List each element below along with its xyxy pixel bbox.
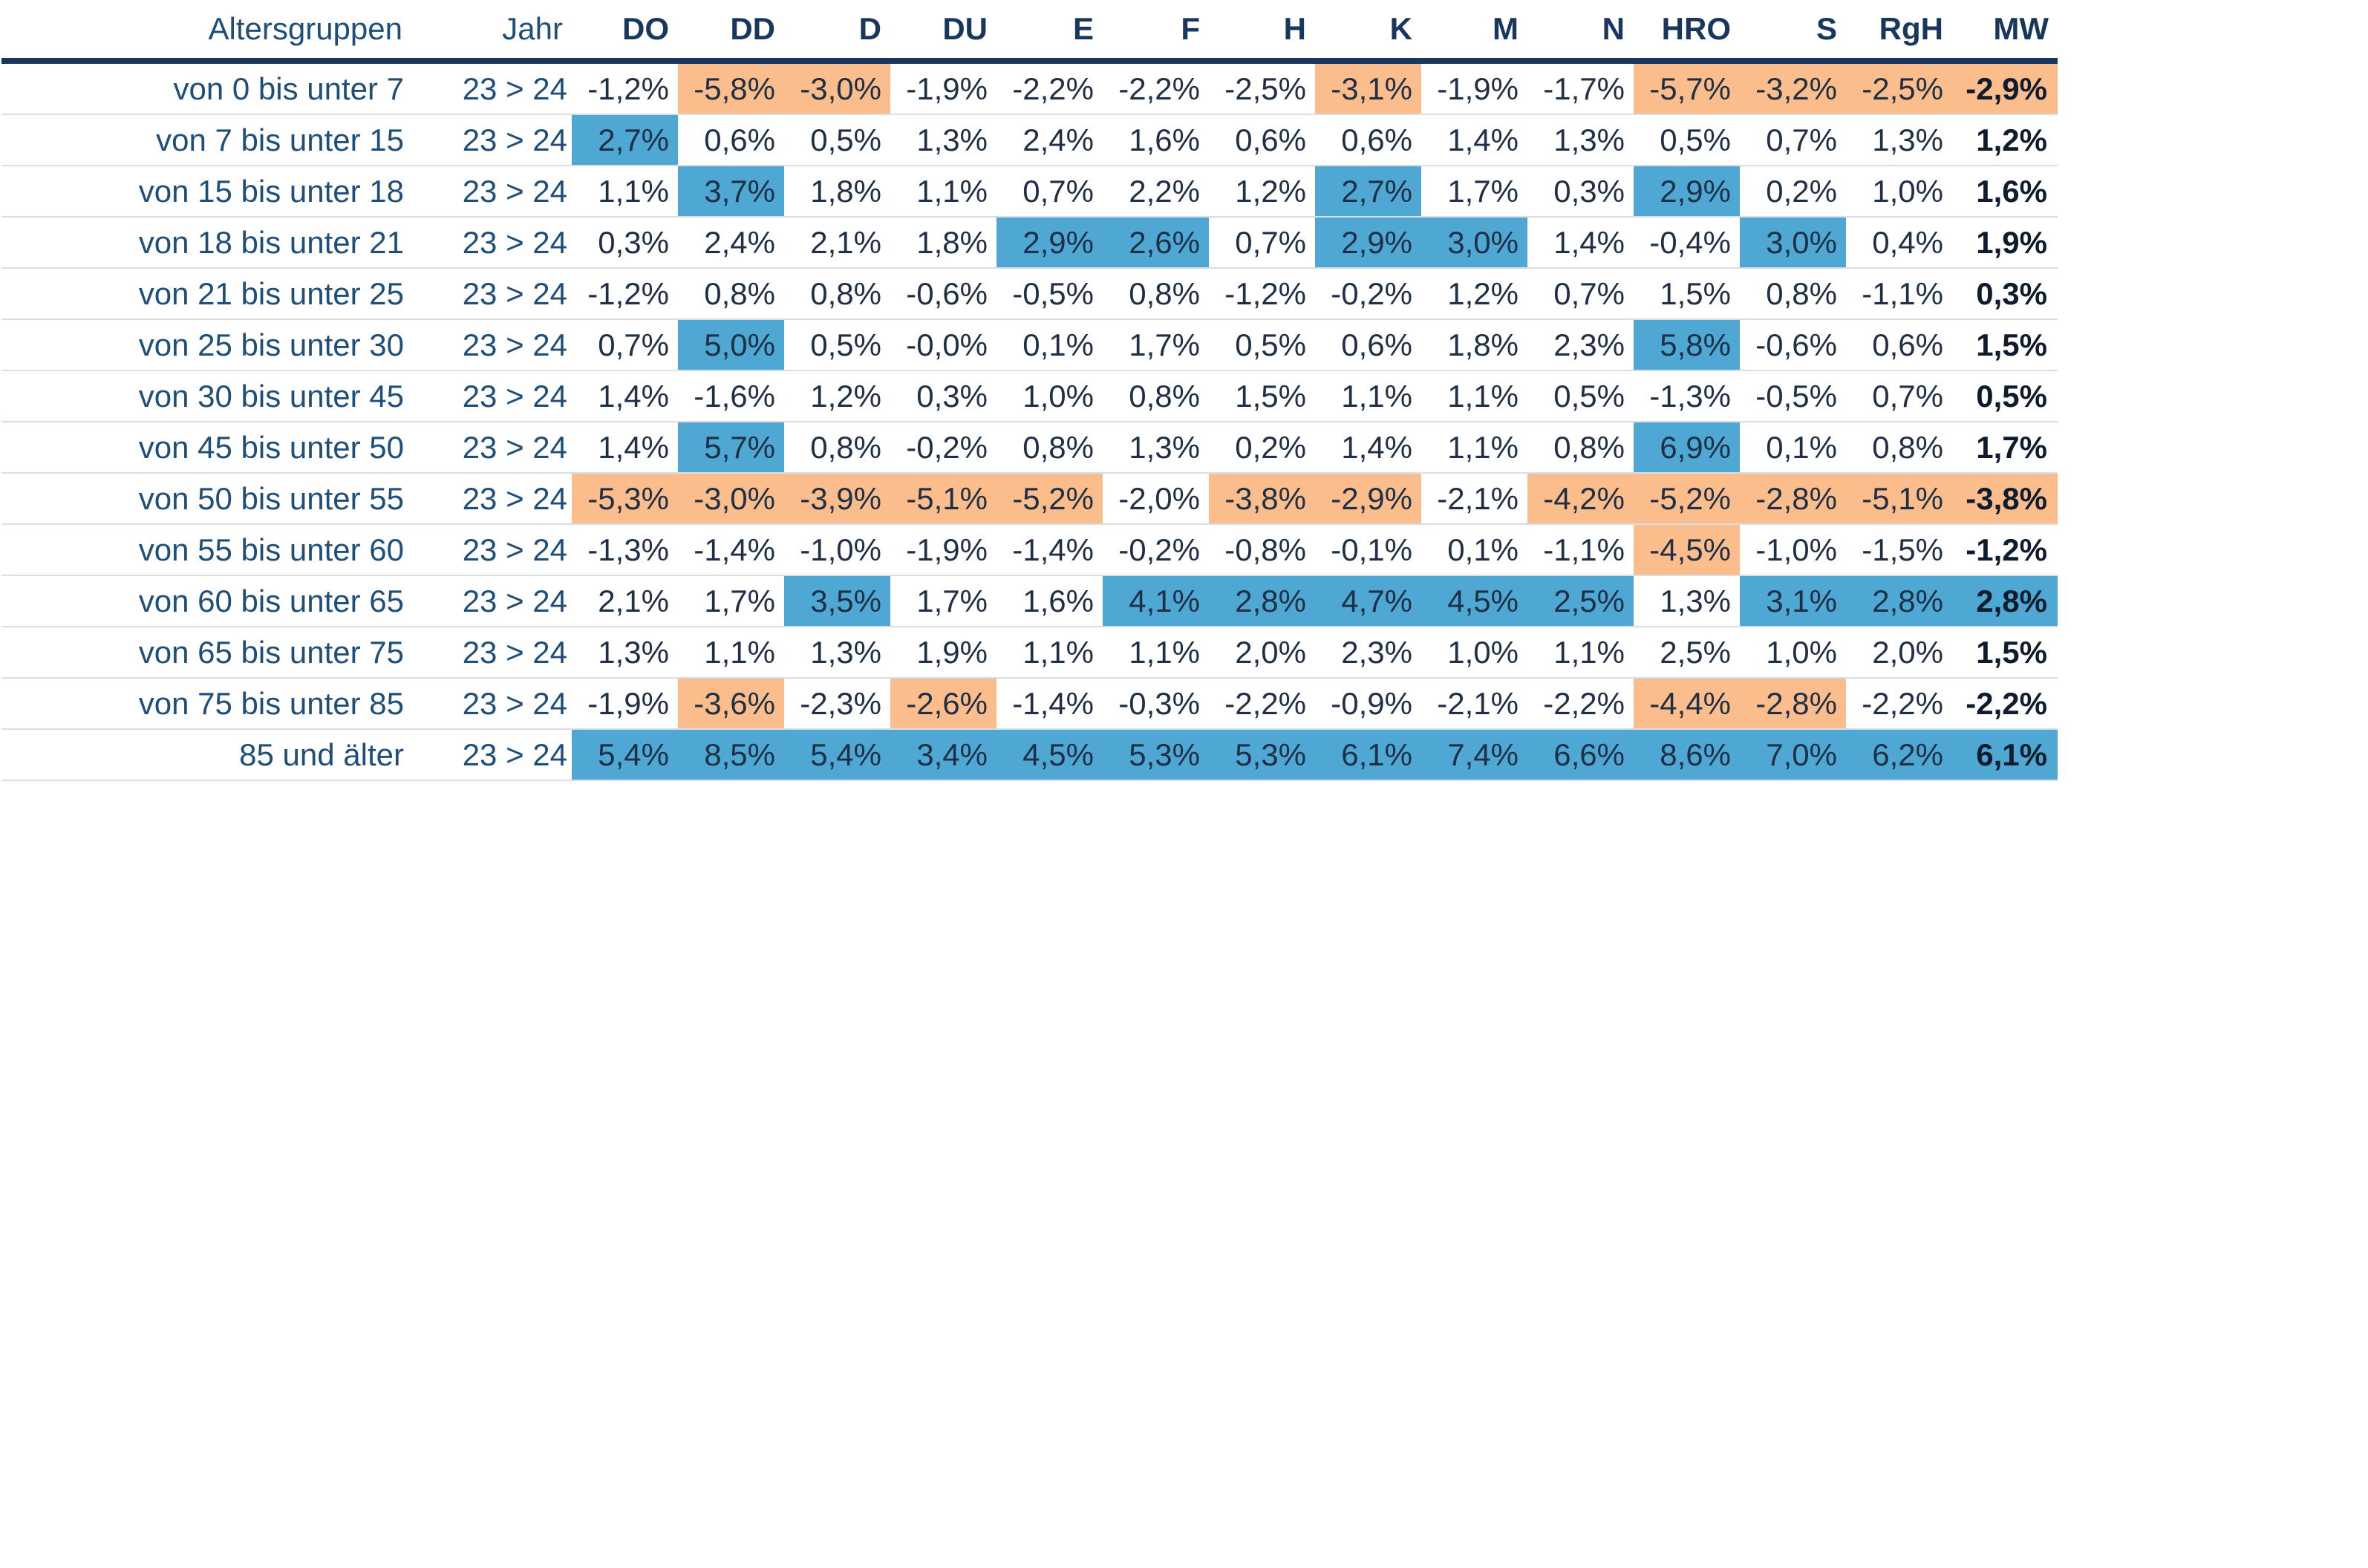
value-cell: -1,9%	[890, 61, 997, 114]
value-cell: 0,3%	[1527, 166, 1634, 217]
value-cell: 3,0%	[1740, 217, 1846, 268]
value-cell: 1,9%	[890, 627, 997, 678]
table-row	[1, 217, 2058, 268]
value-cell: -0,0%	[890, 319, 997, 370]
value-cell: 1,8%	[1421, 319, 1527, 370]
value-cell: 0,7%	[1846, 370, 1952, 422]
value-cell: 8,5%	[678, 729, 784, 780]
value-cell: -5,1%	[1846, 473, 1952, 524]
value-cell: 0,1%	[1740, 422, 1846, 473]
table-row	[1, 268, 2058, 319]
value-cell: 0,5%	[1634, 114, 1740, 166]
value-cell: 3,7%	[678, 166, 784, 217]
value-cell: -0,3%	[1103, 678, 1209, 729]
value-cell: 0,5%	[784, 319, 890, 370]
value-cell: -4,4%	[1634, 678, 1740, 729]
year-label: 23 > 24	[411, 268, 572, 319]
value-cell: -2,5%	[1846, 61, 1952, 114]
value-cell: -1,9%	[1421, 61, 1527, 114]
mean-value-cell: 1,6%	[1952, 166, 2058, 217]
value-cell: -1,7%	[1527, 61, 1634, 114]
value-cell: -1,3%	[572, 524, 678, 575]
value-cell: 0,7%	[1740, 114, 1846, 166]
column-header: S	[1740, 0, 1846, 61]
value-cell: 2,2%	[1103, 166, 1209, 217]
value-cell: 6,1%	[1315, 729, 1421, 780]
value-cell: 1,1%	[1421, 370, 1527, 422]
year-label: 23 > 24	[411, 217, 572, 268]
column-header: K	[1315, 0, 1421, 61]
value-cell: 1,4%	[1421, 114, 1527, 166]
value-cell: 2,6%	[1103, 217, 1209, 268]
mean-value-cell: 0,5%	[1952, 370, 2058, 422]
year-label: 23 > 24	[411, 166, 572, 217]
value-cell: -2,5%	[1209, 61, 1315, 114]
value-cell: 1,3%	[572, 627, 678, 678]
value-cell: -1,5%	[1846, 524, 1952, 575]
table-row	[1, 61, 2058, 114]
value-cell: 0,8%	[784, 268, 890, 319]
value-cell: 0,5%	[1527, 370, 1634, 422]
value-cell: 6,6%	[1527, 729, 1634, 780]
value-cell: 7,0%	[1740, 729, 1846, 780]
header-altersgruppen: Altersgruppen	[1, 0, 411, 61]
value-cell: 1,4%	[572, 370, 678, 422]
value-cell: 0,8%	[1103, 268, 1209, 319]
value-cell: 0,1%	[997, 319, 1103, 370]
value-cell: -1,2%	[1209, 268, 1315, 319]
mean-value-cell: -1,2%	[1952, 524, 2058, 575]
value-cell: -0,6%	[890, 268, 997, 319]
value-cell: -3,2%	[1740, 61, 1846, 114]
value-cell: -3,0%	[784, 61, 890, 114]
value-cell: 0,8%	[1103, 370, 1209, 422]
value-cell: 1,8%	[890, 217, 997, 268]
header-jahr: Jahr	[411, 0, 572, 61]
year-label: 23 > 24	[411, 524, 572, 575]
year-label: 23 > 24	[411, 729, 572, 780]
value-cell: 0,6%	[1846, 319, 1952, 370]
value-cell: 0,6%	[1209, 114, 1315, 166]
column-header: D	[784, 0, 890, 61]
value-cell: -0,2%	[1315, 268, 1421, 319]
value-cell: 0,8%	[678, 268, 784, 319]
age-group-label: von 50 bis unter 55	[1, 473, 411, 524]
value-cell: 5,8%	[1634, 319, 1740, 370]
value-cell: 0,3%	[572, 217, 678, 268]
value-cell: 6,2%	[1846, 729, 1952, 780]
value-cell: 2,8%	[1209, 575, 1315, 627]
value-cell: -0,2%	[1103, 524, 1209, 575]
mean-value-cell: 2,8%	[1952, 575, 2058, 627]
value-cell: 0,6%	[1315, 114, 1421, 166]
value-cell: 2,8%	[1846, 575, 1952, 627]
age-group-label: von 75 bis unter 85	[1, 678, 411, 729]
value-cell: -2,8%	[1740, 473, 1846, 524]
value-cell: 1,7%	[1103, 319, 1209, 370]
value-cell: -1,4%	[997, 524, 1103, 575]
value-cell: -5,7%	[1634, 61, 1740, 114]
value-cell: 0,1%	[1421, 524, 1527, 575]
value-cell: 1,1%	[1421, 422, 1527, 473]
column-header: HRO	[1634, 0, 1740, 61]
value-cell: -0,5%	[997, 268, 1103, 319]
year-label: 23 > 24	[411, 319, 572, 370]
value-cell: -0,9%	[1315, 678, 1421, 729]
value-cell: 1,1%	[1315, 370, 1421, 422]
value-cell: -0,1%	[1315, 524, 1421, 575]
table-row	[1, 114, 2058, 166]
value-cell: 2,9%	[997, 217, 1103, 268]
value-cell: 2,4%	[997, 114, 1103, 166]
table-row	[1, 319, 2058, 370]
value-cell: -1,2%	[572, 61, 678, 114]
table-row	[1, 575, 2058, 627]
value-cell: 0,2%	[1740, 166, 1846, 217]
value-cell: 1,8%	[784, 166, 890, 217]
age-group-label: von 0 bis unter 7	[1, 61, 411, 114]
value-cell: 1,3%	[890, 114, 997, 166]
value-cell: 2,1%	[572, 575, 678, 627]
value-cell: 0,6%	[678, 114, 784, 166]
value-cell: 5,4%	[784, 729, 890, 780]
value-cell: -4,2%	[1527, 473, 1634, 524]
value-cell: 6,9%	[1634, 422, 1740, 473]
value-cell: 4,1%	[1103, 575, 1209, 627]
value-cell: 1,1%	[890, 166, 997, 217]
value-cell: 2,7%	[572, 114, 678, 166]
value-cell: 2,0%	[1209, 627, 1315, 678]
value-cell: 1,2%	[1421, 268, 1527, 319]
mean-value-cell: -2,9%	[1952, 61, 2058, 114]
value-cell: -0,8%	[1209, 524, 1315, 575]
year-label: 23 > 24	[411, 370, 572, 422]
value-cell: -2,1%	[1421, 473, 1527, 524]
column-header: DD	[678, 0, 784, 61]
value-cell: 4,5%	[997, 729, 1103, 780]
value-cell: 0,8%	[784, 422, 890, 473]
table-row	[1, 422, 2058, 473]
value-cell: -0,6%	[1740, 319, 1846, 370]
age-group-label: von 60 bis unter 65	[1, 575, 411, 627]
value-cell: 2,4%	[678, 217, 784, 268]
value-cell: -1,4%	[997, 678, 1103, 729]
value-cell: -1,2%	[572, 268, 678, 319]
year-label: 23 > 24	[411, 114, 572, 166]
value-cell: 1,3%	[1527, 114, 1634, 166]
table-body	[1, 61, 2058, 780]
heatmap-table	[1, 0, 2058, 781]
value-cell: -4,5%	[1634, 524, 1740, 575]
value-cell: 5,3%	[1103, 729, 1209, 780]
column-header: DU	[890, 0, 997, 61]
mean-value-cell: 0,3%	[1952, 268, 2058, 319]
value-cell: -5,2%	[997, 473, 1103, 524]
year-label: 23 > 24	[411, 473, 572, 524]
value-cell: 3,1%	[1740, 575, 1846, 627]
value-cell: 0,8%	[1527, 422, 1634, 473]
value-cell: 5,3%	[1209, 729, 1315, 780]
year-label: 23 > 24	[411, 61, 572, 114]
column-header: E	[997, 0, 1103, 61]
value-cell: -3,9%	[784, 473, 890, 524]
value-cell: 5,7%	[678, 422, 784, 473]
value-cell: 1,2%	[1209, 166, 1315, 217]
value-cell: 0,3%	[890, 370, 997, 422]
value-cell: -2,2%	[1209, 678, 1315, 729]
value-cell: 1,6%	[1103, 114, 1209, 166]
value-cell: 0,4%	[1846, 217, 1952, 268]
value-cell: 1,5%	[1634, 268, 1740, 319]
value-cell: 4,5%	[1421, 575, 1527, 627]
value-cell: 1,5%	[1209, 370, 1315, 422]
age-group-label: von 55 bis unter 60	[1, 524, 411, 575]
age-group-label: von 45 bis unter 50	[1, 422, 411, 473]
column-header: DO	[572, 0, 678, 61]
value-cell: -5,3%	[572, 473, 678, 524]
column-header: H	[1209, 0, 1315, 61]
table-row	[1, 524, 2058, 575]
value-cell: -2,9%	[1315, 473, 1421, 524]
value-cell: -3,0%	[678, 473, 784, 524]
column-header: RgH	[1846, 0, 1952, 61]
value-cell: 2,7%	[1315, 166, 1421, 217]
value-cell: 1,6%	[997, 575, 1103, 627]
value-cell: 3,4%	[890, 729, 997, 780]
value-cell: 0,5%	[784, 114, 890, 166]
value-cell: 1,3%	[1634, 575, 1740, 627]
value-cell: -3,8%	[1209, 473, 1315, 524]
age-group-label: 85 und älter	[1, 729, 411, 780]
value-cell: -0,5%	[1740, 370, 1846, 422]
value-cell: 1,0%	[1846, 166, 1952, 217]
table-row	[1, 370, 2058, 422]
value-cell: 0,7%	[1527, 268, 1634, 319]
mean-value-cell: -3,8%	[1952, 473, 2058, 524]
mean-value-cell: 1,5%	[1952, 627, 2058, 678]
year-label: 23 > 24	[411, 627, 572, 678]
value-cell: 2,0%	[1846, 627, 1952, 678]
value-cell: -5,1%	[890, 473, 997, 524]
mean-value-cell: 1,7%	[1952, 422, 2058, 473]
value-cell: 1,1%	[1103, 627, 1209, 678]
year-label: 23 > 24	[411, 575, 572, 627]
value-cell: -1,3%	[1634, 370, 1740, 422]
value-cell: -1,4%	[678, 524, 784, 575]
value-cell: 1,0%	[1740, 627, 1846, 678]
value-cell: -1,9%	[572, 678, 678, 729]
value-cell: 7,4%	[1421, 729, 1527, 780]
age-group-label: von 15 bis unter 18	[1, 166, 411, 217]
mean-value-cell: 6,1%	[1952, 729, 2058, 780]
value-cell: 1,4%	[572, 422, 678, 473]
value-cell: 2,5%	[1634, 627, 1740, 678]
value-cell: 3,5%	[784, 575, 890, 627]
value-cell: 2,1%	[784, 217, 890, 268]
value-cell: -1,9%	[890, 524, 997, 575]
value-cell: 5,4%	[572, 729, 678, 780]
value-cell: 3,0%	[1421, 217, 1527, 268]
value-cell: 4,7%	[1315, 575, 1421, 627]
value-cell: 1,4%	[1527, 217, 1634, 268]
value-cell: 1,2%	[784, 370, 890, 422]
value-cell: -1,1%	[1846, 268, 1952, 319]
value-cell: 1,7%	[890, 575, 997, 627]
value-cell: -5,2%	[1634, 473, 1740, 524]
value-cell: -2,1%	[1421, 678, 1527, 729]
value-cell: 2,3%	[1315, 627, 1421, 678]
table-row	[1, 729, 2058, 780]
age-group-label: von 21 bis unter 25	[1, 268, 411, 319]
value-cell: -2,2%	[997, 61, 1103, 114]
value-cell: 1,3%	[1846, 114, 1952, 166]
value-cell: 0,7%	[997, 166, 1103, 217]
table-row	[1, 627, 2058, 678]
value-cell: -2,2%	[1846, 678, 1952, 729]
value-cell: -0,2%	[890, 422, 997, 473]
value-cell: -2,6%	[890, 678, 997, 729]
value-cell: 2,9%	[1315, 217, 1421, 268]
value-cell: 5,0%	[678, 319, 784, 370]
value-cell: 8,6%	[1634, 729, 1740, 780]
value-cell: -1,1%	[1527, 524, 1634, 575]
value-cell: 2,5%	[1527, 575, 1634, 627]
age-group-label: von 25 bis unter 30	[1, 319, 411, 370]
age-group-label: von 18 bis unter 21	[1, 217, 411, 268]
value-cell: 1,1%	[678, 627, 784, 678]
column-header: M	[1421, 0, 1527, 61]
value-cell: 2,9%	[1634, 166, 1740, 217]
table-row	[1, 678, 2058, 729]
mean-value-cell: 1,2%	[1952, 114, 2058, 166]
value-cell: 0,7%	[572, 319, 678, 370]
year-label: 23 > 24	[411, 422, 572, 473]
value-cell: 1,1%	[1527, 627, 1634, 678]
value-cell: -2,0%	[1103, 473, 1209, 524]
table-row	[1, 473, 2058, 524]
value-cell: -3,6%	[678, 678, 784, 729]
value-cell: -1,0%	[784, 524, 890, 575]
value-cell: 1,1%	[997, 627, 1103, 678]
value-cell: -3,1%	[1315, 61, 1421, 114]
column-header: F	[1103, 0, 1209, 61]
value-cell: 1,3%	[1103, 422, 1209, 473]
value-cell: -1,0%	[1740, 524, 1846, 575]
value-cell: 1,3%	[784, 627, 890, 678]
mean-value-cell: 1,5%	[1952, 319, 2058, 370]
year-label: 23 > 24	[411, 678, 572, 729]
value-cell: 1,0%	[997, 370, 1103, 422]
mean-value-cell: 1,9%	[1952, 217, 2058, 268]
value-cell: -1,6%	[678, 370, 784, 422]
value-cell: 1,4%	[1315, 422, 1421, 473]
value-cell: 0,8%	[1846, 422, 1952, 473]
age-group-label: von 30 bis unter 45	[1, 370, 411, 422]
value-cell: 1,7%	[678, 575, 784, 627]
value-cell: -2,2%	[1103, 61, 1209, 114]
mean-value-cell: -2,2%	[1952, 678, 2058, 729]
age-group-label: von 7 bis unter 15	[1, 114, 411, 166]
value-cell: 1,1%	[572, 166, 678, 217]
value-cell: 0,8%	[997, 422, 1103, 473]
value-cell: 1,0%	[1421, 627, 1527, 678]
value-cell: 0,2%	[1209, 422, 1315, 473]
value-cell: 0,8%	[1740, 268, 1846, 319]
value-cell: -0,4%	[1634, 217, 1740, 268]
value-cell: -2,3%	[784, 678, 890, 729]
value-cell: 0,7%	[1209, 217, 1315, 268]
value-cell: 2,3%	[1527, 319, 1634, 370]
value-cell: 0,6%	[1315, 319, 1421, 370]
table-row	[1, 166, 2058, 217]
value-cell: 1,7%	[1421, 166, 1527, 217]
column-header: N	[1527, 0, 1634, 61]
value-cell: -2,2%	[1527, 678, 1634, 729]
header-row	[1, 0, 2058, 61]
column-header: MW	[1952, 0, 2058, 61]
age-group-label: von 65 bis unter 75	[1, 627, 411, 678]
value-cell: -5,8%	[678, 61, 784, 114]
value-cell: -2,8%	[1740, 678, 1846, 729]
value-cell: 0,5%	[1209, 319, 1315, 370]
